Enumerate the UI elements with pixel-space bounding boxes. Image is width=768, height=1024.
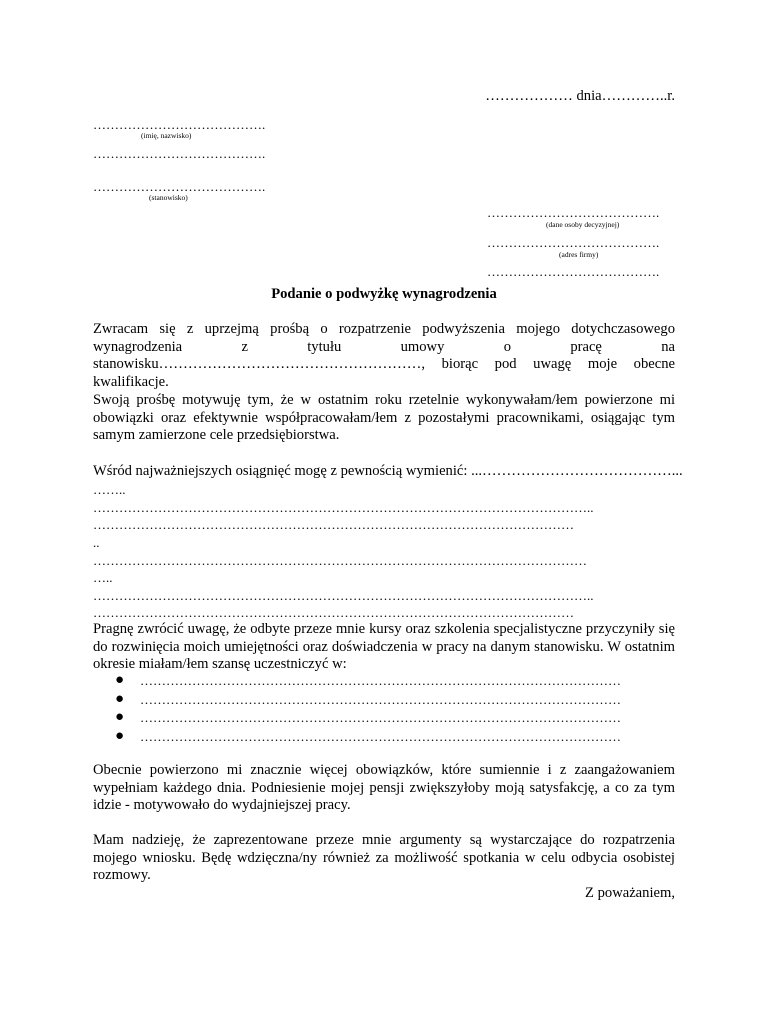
- list-item: [115, 710, 621, 729]
- courses-list: [115, 673, 621, 747]
- fill-line: ……………………………………………………………………………………………………: [93, 553, 587, 568]
- sender-position-caption: (stanowisko): [149, 193, 188, 202]
- paragraph-motivation: Swoją prośbę motywuję tym, że w ostatnim roku rzetelnie wykonywałam/łem powierzone mi obowiązki oraz efektywnie współpracowałam/łem z pozostałymi pracownikami, osiągając tym samym zamierzone cele przedsiębiorstwa.: [93, 392, 675, 444]
- fill-line: ……………………………………………………………………………………………………..: [93, 588, 594, 603]
- fill-line: ..: [93, 535, 100, 550]
- sender-name-dots: ………………………………….: [93, 117, 266, 132]
- closing-greeting: Z poważaniem,: [585, 885, 675, 901]
- document-title: Podanie o podwyżkę wynagrodzenia: [271, 286, 497, 302]
- paragraph-achievements-intro: Wśród najważniejszych osiągnięć mogę z pewnością wymienić: ...…………………………………...: [93, 463, 683, 479]
- list-item-dots: …………………………………………………………………………………………………: [140, 710, 621, 725]
- fill-line: …………………………………………………………………………………………………: [93, 517, 574, 532]
- bullet-icon: ●: [115, 727, 125, 744]
- list-item: [115, 692, 621, 711]
- paragraph-responsibilities: Obecnie powierzono mi znacznie więcej obowiązków, które sumiennie i z zaangażowaniem wypełniam każdego dnia. Podniesienie mojej pensji zwiększyłoby moją satysfakcję, a co za tym idzie - motywowało do wydajniejszej pracy.: [93, 762, 675, 814]
- list-item-dots: …………………………………………………………………………………………………: [140, 728, 621, 744]
- date-line: ……………… dnia…………..r.: [485, 88, 675, 104]
- fill-line: …………………………………………………………………………………………………: [93, 605, 574, 620]
- sender-name-caption: (imię, nazwisko): [141, 131, 192, 140]
- sender-position-dots: ………………………………….: [93, 179, 266, 194]
- fill-line: …..: [93, 570, 113, 585]
- paragraph-request: Zwracam się z uprzejmą prośbą o rozpatrzenie podwyższenia mojego dotychczasowego wynagrodzenia z tytułu umowy o pracę na stanowisku………………………………………………, biorąc pod uwagę moje obecne kwalifikacje.: [93, 321, 675, 390]
- sender-line2-dots: ………………………………….: [93, 146, 266, 161]
- bullet-icon: ●: [115, 672, 125, 688]
- fill-line: ……..: [93, 482, 126, 497]
- list-item-dots: …………………………………………………………………………………………………: [140, 673, 621, 688]
- list-item-dots: …………………………………………………………………………………………………: [140, 691, 621, 707]
- fill-line: ……………………………………………………………………………………………………..: [93, 500, 594, 515]
- list-item: [115, 729, 621, 748]
- paragraph-closing-request: Mam nadzieję, że zaprezentowane przeze mnie argumenty są wystarczające do rozpatrzenia mojego wniosku. Będę wdzięczna/ny również za możliwość spotkania w celu odbycia osobistej rozmowy.: [93, 832, 675, 884]
- recipient-decision-dots: ………………………………….: [487, 205, 660, 220]
- recipient-decision-caption: (dane osoby decyzyjnej): [546, 220, 620, 229]
- bullet-icon: ●: [115, 690, 125, 707]
- recipient-address-caption: (adres firmy): [559, 250, 599, 259]
- paragraph-courses: Pragnę zwrócić uwagę, że odbyte przeze mnie kursy oraz szkolenia specjalistyczne przyczyniły się do rozwinięcia moich umiejętności oraz doświadczenia w pracy na danym stanowisku. W ostatnim okresie miałam/łem szansę uczestniczyć w:: [93, 621, 675, 673]
- recipient-address-dots: ………………………………….: [487, 235, 660, 250]
- list-item: [115, 673, 621, 692]
- bullet-icon: ●: [115, 709, 125, 725]
- recipient-line3-dots: ………………………………….: [487, 264, 660, 279]
